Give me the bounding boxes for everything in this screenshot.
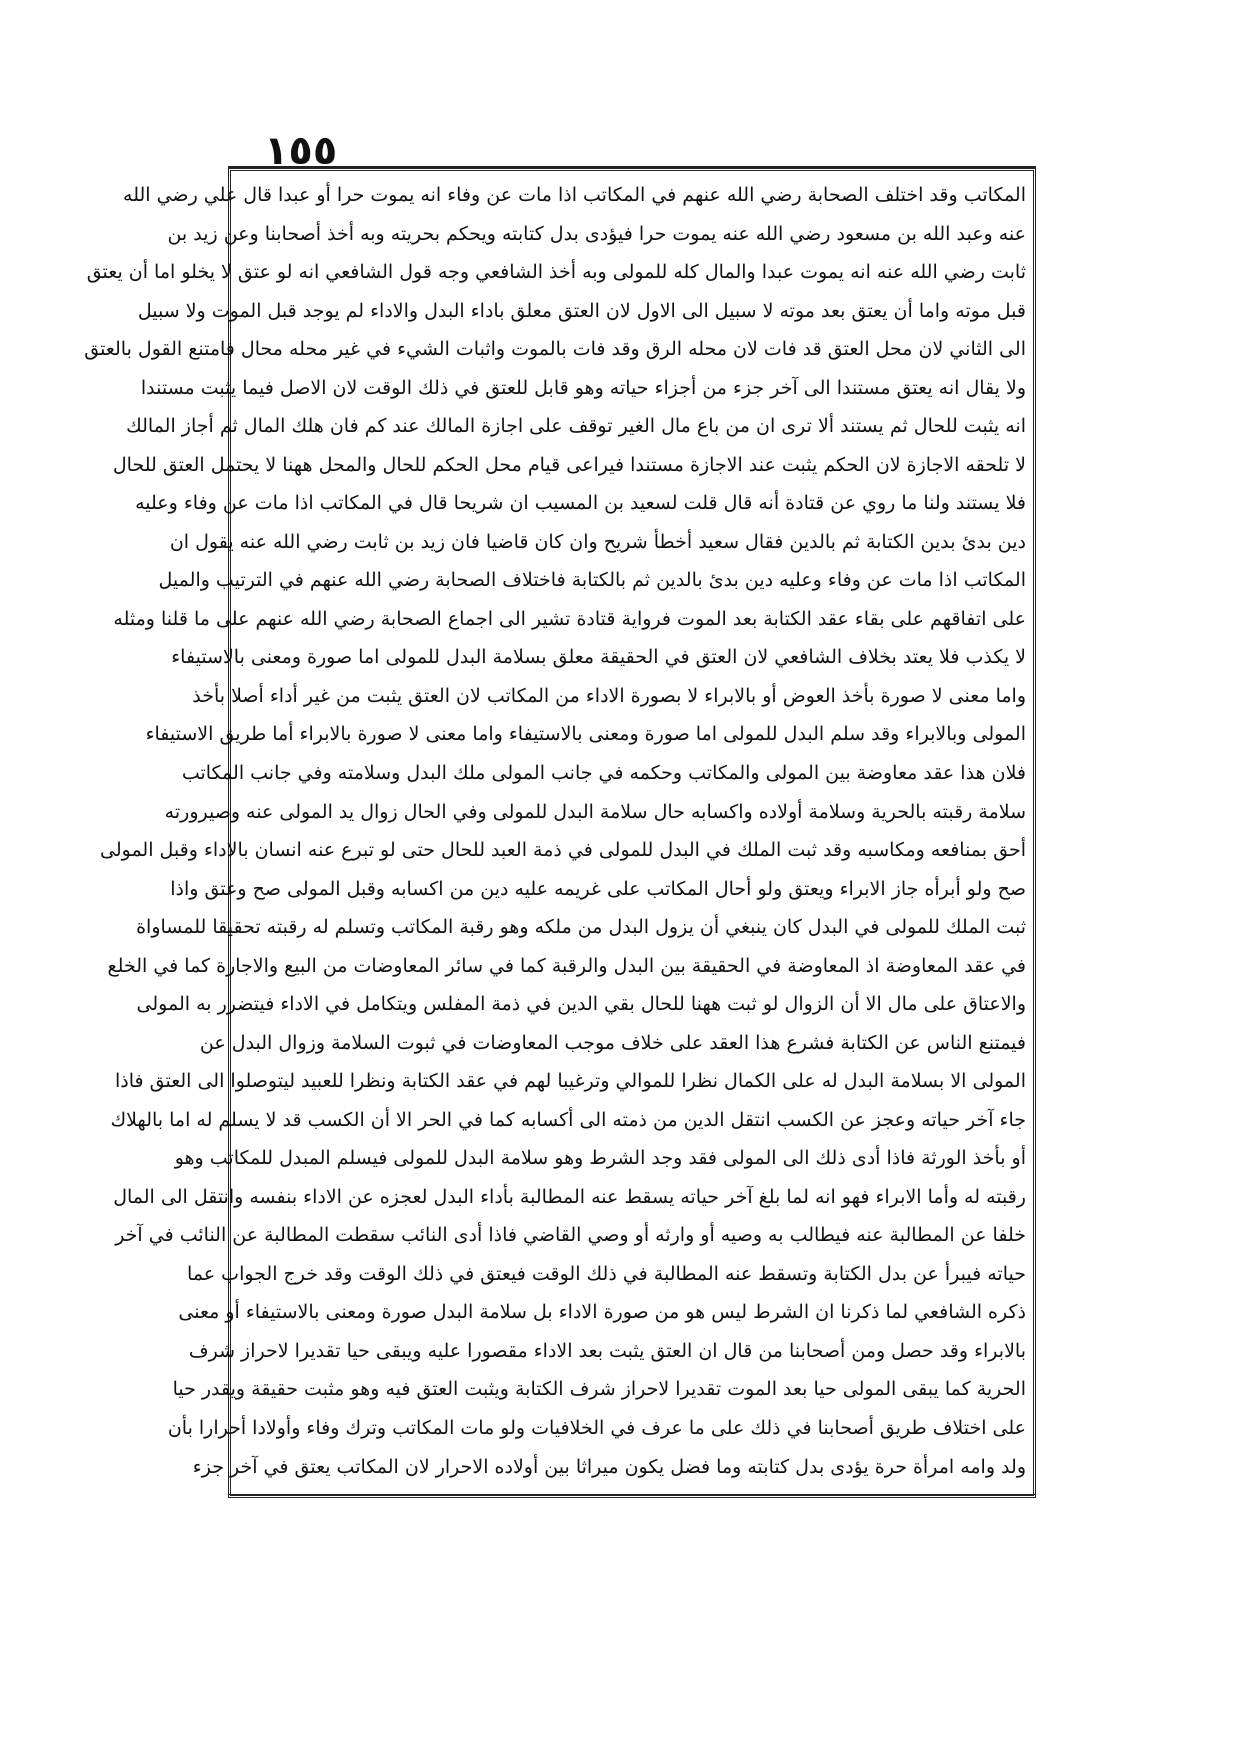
text-line: انه يثبت للحال ثم يستند ألا ترى ان من باع مال الغير توقف على اجازة المالك عند كم فان هلك المال ثم أجاز المالك <box>126 415 1026 438</box>
text-line: على اتفاقهم على بقاء عقد الكتابة بعد الموت فرواية قتادة تشير الى اجماع الصحابة رضي الله عنهم على ما قلنا ومثله <box>113 607 1026 630</box>
text-line: الى الثاني لان محل العتق قد فات لان محله الرق وقد فات بالموت واثبات الشيء في غير محله محال فامتنع القول بالعتق <box>84 338 1026 361</box>
text-line: المكاتب وقد اختلف الصحابة رضي الله عنهم في المكاتب اذا مات عن وفاء انه يموت حرا أو عبدا قال علي رضي الله <box>123 184 1026 206</box>
text-line: واما معنى لا صورة بأخذ العوض أو بالابراء لا بصورة الاداء من المكاتب لان العتق يثبت من غير أداء أصلا بأخذ <box>192 684 1026 707</box>
text-line: المولى الا بسلامة البدل له على الكمال نظرا للموالي وترغيبا لهم في عقد الكتابة ونظرا للعبيد ليتوصلوا الى العتق فاذا <box>114 1070 1026 1093</box>
text-line: صح ولو أبرأه جاز الابراء ويعتق ولو أحال المكاتب على غريمه عليه دين من اكسابه وقبل المولى صح وعتق واذا <box>170 877 1026 900</box>
body-text <box>84 176 1026 1486</box>
text-line: دين بدئ بدين الكتابة ثم بالدين فقال سعيد أخطأ شريح وان كان قاضيا فان زيد بن ثابت رضي الله عنه يقول ان <box>169 530 1026 553</box>
text-line: فلا يستند ولنا ما روي عن قتادة أنه قال قلت لسعيد بن المسيب ان شريحا قال في المكاتب اذا مات عن وفاء وعليه <box>135 492 1026 515</box>
text-line: جاء آخر حياته وعجز عن الكسب انتقل الدين من ذمته الى أكسابه كما في الحر الا أن الكسب قد لا يسلم له اما بالهلاك <box>110 1108 1026 1131</box>
text-line: ذكره الشافعي لما ذكرنا ان الشرط ليس هو من صورة الاداء بل سلامة البدل صورة ومعنى بالاستيفاء أو معنى <box>178 1301 1026 1324</box>
text-line: سلامة رقبته بالحرية وسلامة أولاده واكسابه حال سلامة البدل للمولى وفي الحال زوال يد المولى عنه وصيرورته <box>164 800 1026 823</box>
text-line: الحرية كما يبقى المولى حيا بعد الموت تقديرا لاحراز شرف الكتابة ويثبت العتق فيه وهو مثبت حقيقة ويقدر حيا <box>172 1378 1026 1401</box>
text-line: عنه وعبد الله بن مسعود رضي الله عنه يموت حرا فيؤدى بدل كتابته ويحكم بحريته وبه أخذ أصحابنا وعن زيد بن <box>167 222 1026 245</box>
text-line: أو بأخذ الورثة فاذا أدى ذلك الى المولى فقد وجد الشرط وهو سلامة البدل للمولى فيسلم المبدل للمكاتب وهو <box>174 1147 1026 1170</box>
bottom-rule <box>228 1494 1036 1498</box>
text-line: والاعتاق على مال الا أن الزوال لو ثبت ههنا للحال بقي الدين في ذمة المفلس ويتكامل في الاداء فيتضرر به المولى <box>136 993 1026 1016</box>
text-line: فيمتنع الناس عن الكتابة فشرع هذا العقد على خلاف موجب المعاوضات في ثبوت السلامة وزوال البدل عن <box>199 1031 1026 1054</box>
text-line: ثابت رضي الله عنه انه يموت عبدا والمال كله للمولى وبه أخذ الشافعي وجه قول الشافعي انه لو عتق لا يخلو اما أن يعتق <box>86 261 1026 284</box>
text-line: ثبت الملك للمولى في البدل كان ينبغي أن يزول البدل من ملكه وهو رقبة المكاتب وتسلم له رقبته تحقيقا للمساواة <box>136 916 1026 939</box>
text-line: في عقد المعاوضة اذ المعاوضة في الحقيقة بين البدل والرقبة كما في سائر المعاوضات من البيع والاجارة كما في الخلع <box>107 954 1026 977</box>
text-line: على اختلاف طريق أصحابنا في ذلك على ما عرف في الخلافيات ولو مات المكاتب وترك وفاء وأولادا أحرارا بأن <box>167 1417 1026 1439</box>
text-line: قبل موته واما أن يعتق بعد موته لا سبيل الى الاول لان العتق معلق باداء البدل والاداء لم يوجد قبل الموت ولا سبيل <box>137 299 1026 322</box>
text-line: فلان هذا عقد معاوضة بين المولى والمكاتب وحكمه في جانب المولى ملك البدل وسلامته وفي جانب المكاتب <box>181 761 1026 784</box>
text-line: أحق بمنافعه ومكاسبه وقد ثبت الملك في البدل للمولى في ذمة العبد للحال حتى لو تبرع عنه انسان بالاداء وقبل المولى <box>100 839 1026 862</box>
text-line: حياته فيبرأ عن بدل الكتابة وتسقط عنه المطالبة في ذلك الوقت فيعتق في ذلك الوقت وقد خرج الجواب عما <box>187 1262 1026 1285</box>
text-line: ولا يقال انه يعتق مستندا الى آخر جزء من أجزاء حياته وهو قابل للعتق في ذلك الوقت لان الاصل فيما يثبت مستندا <box>140 376 1026 399</box>
text-line: رقبته له وأما الابراء فهو انه لما بلغ آخر حياته يسقط عنه المطالبة بأداء البدل لعجزه عن الاداء بنفسه وانتقل الى المال <box>113 1185 1026 1208</box>
text-line: المكاتب اذا مات عن وفاء وعليه دين بدئ بالدين ثم بالكتابة فاختلاف الصحابة رضي الله عنهم في الترتيب والميل <box>158 569 1026 592</box>
text-line: لا تلحقه الاجازة لان الحكم يثبت عند الاجازة مستندا فيراعى قيام محل الحكم للحال والمحل ههنا لا يحتمل العتق للحال <box>112 453 1026 476</box>
page-number: ١٥٥ <box>264 128 338 174</box>
text-line: بالابراء وقد حصل ومن أصحابنا من قال ان العتق يثبت بعد الاداء مقصورا عليه ويبقى حيا تقديرا لاحراز شرف <box>188 1339 1026 1362</box>
text-line: ولد وامه امرأة حرة يؤدى بدل كتابته وما فضل يكون ميراثا بين أولاده الاحرار لان المكاتب يعتق في آخر جزء <box>192 1455 1026 1478</box>
text-line: المولى وبالابراء وقد سلم البدل للمولى اما صورة ومعنى بالاستيفاء واما معنى لا صورة بالابراء أما طريق الاستيفاء <box>145 723 1026 746</box>
top-rule <box>228 166 1036 168</box>
text-line: لا يكذب فلا يعتد بخلاف الشافعي لان العتق في الحقيقة معلق بسلامة البدل للمولى اما صورة ومعنى بالاستيفاء <box>171 646 1026 669</box>
text-line: خلفا عن المطالبة عنه فيطالب به وصيه أو وارثه أو وصي القاضي فاذا أدى النائب سقطت المطالبة عن النائب في آخر <box>115 1224 1026 1247</box>
